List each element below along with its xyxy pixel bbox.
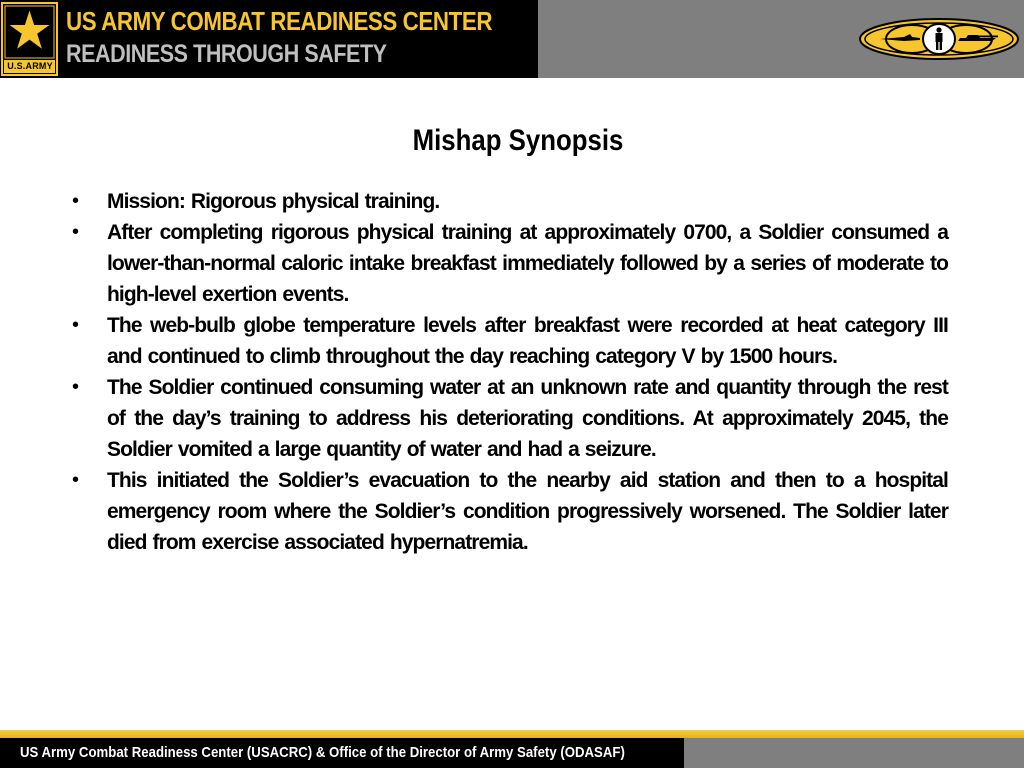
bullet-text: The web-bulb globe temperature levels after breakfast were recorded at heat category III and continued to climb throughout the day reaching category V by 1500 hours. [107,314,948,368]
bullet-dot-icon: • [72,376,80,398]
bullet-text: Mission: Rigorous physical training. [107,190,440,213]
combat-readiness-emblem-icon [858,17,1020,61]
footer-text: US Army Combat Readiness Center (USACRC) & Office of the Director of Army Safety (ODASAF) [20,744,625,761]
bullet-item [72,372,948,465]
bullet-dot-icon: • [72,314,80,336]
bullet-text: The Soldier continued consuming water at an unknown rate and quantity through the rest of the day’s training to address his deteriorating conditions. At approximately 2045, the Soldier vomited a large quantity of water and had a seizure. [107,376,948,461]
bullet-text: This initiated the Soldier’s evacuation to the nearby aid station and then to a hospital emergency room where the Soldier’s condition progressively worsened. The Soldier later died from exercise associated hypernatremia. [107,469,948,554]
org-subtitle: READINESS THROUGH SAFETY [66,40,387,68]
bullet-item [72,310,948,372]
bullet-item [72,217,948,310]
footer-gold-stripe [0,730,1024,738]
bullet-dot-icon: • [72,221,80,243]
bullet-item [72,465,948,558]
org-title: US ARMY COMBAT READINESS CENTER [66,6,493,36]
bullet-dot-icon: • [72,190,80,212]
army-star-icon [0,0,60,78]
bullet-dot-icon: • [72,469,80,491]
slide-title: Mishap Synopsis [412,124,624,157]
bullet-item [72,186,948,217]
army-logo-text: U.S.ARMY [7,61,53,71]
bullet-text: After completing rigorous physical training at approximately 0700, a Soldier consumed a lower-than-normal caloric intake breakfast immediately followed by a series of moderate to high-level exertion events. [107,221,948,306]
bullet-list [72,186,948,558]
header-title-panel [0,0,538,78]
